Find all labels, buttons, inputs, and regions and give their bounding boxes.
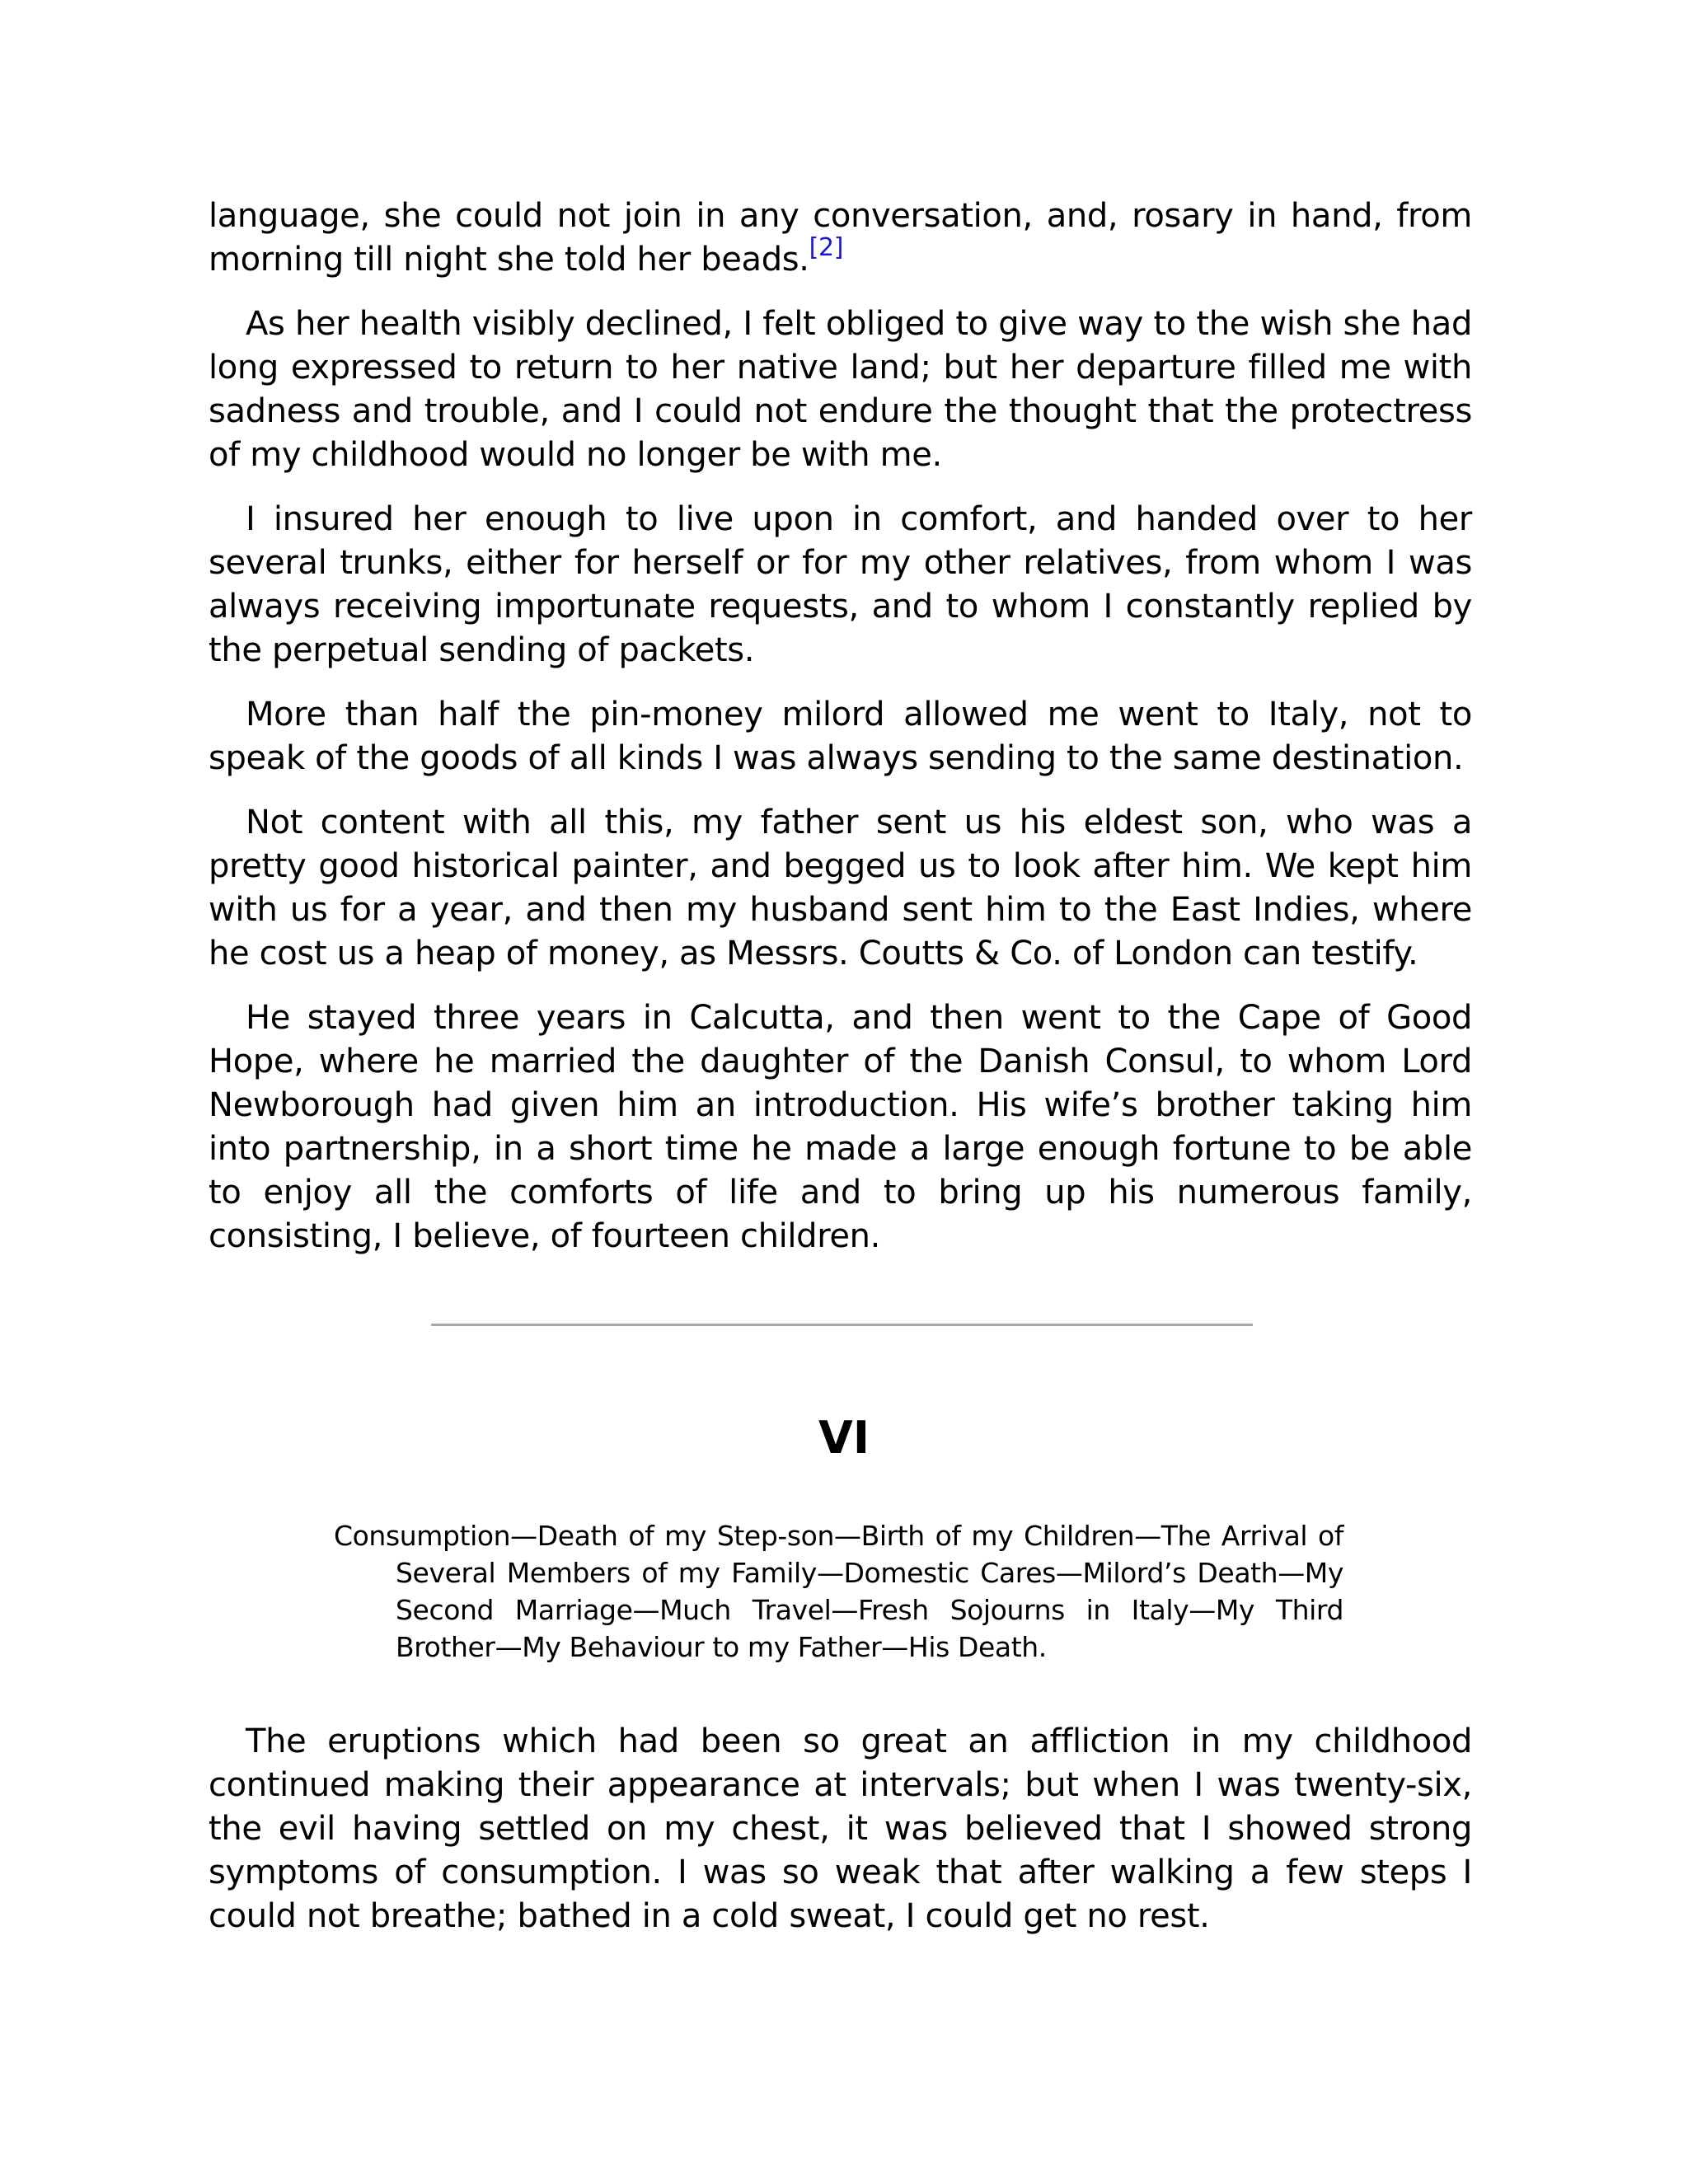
paragraph: More than half the pin-money milord allowed me went to Italy, not to speak of the goods of all kinds I was always sending to the same destination.: [209, 696, 1472, 777]
footnote-ref: [809, 233, 843, 262]
paragraph: As her health visibly declined, I felt obliged to give way to the wish she had long expressed to return to her native land; but her departure filled me with sadness and trouble, and I could not endure the thought that the protectress of my childhood would no longer be with me.: [209, 305, 1472, 474]
footnote-link[interactable]: [2]: [809, 233, 844, 262]
paragraph: The eruptions which had been so great an affliction in my childhood continued making their appearance at intervals; but when I was twenty-six, the evil having settled on my chest, it was believed that I showed strong symptoms of consumption. I was so weak that after walking a few steps I could not breathe; bathed in a cold sweat, I could get no rest.: [209, 1722, 1472, 1935]
chapter-title: VI: [818, 1412, 870, 1464]
section-divider: [431, 1324, 1253, 1326]
paragraph-text: language, she could not join in any conversation, and, rosary in hand, from morning till night she told her beads.: [209, 197, 1472, 279]
chapter-summary: Consumption—Death of my Step-son—Birth of my Children—The Arrival of Several Members of my Family—Domestic Cares—Milord’s Death—My Second Marriage—Much Travel—Fresh Sojourns in Italy—My Third Brother—My Behaviour to my Father—His Death.: [334, 1520, 1343, 1663]
text-block-top: [209, 194, 1472, 1279]
paragraph: I insured her enough to live upon in comfort, and handed over to her several trunks, either for herself or for my other relatives, from whom I was always receiving importunate requests, and to whom I constantly replied by the perpetual sending of packets.: [209, 500, 1472, 669]
paragraph: [209, 194, 1472, 282]
text-block-bottom: [209, 1720, 1472, 1959]
paragraph: He stayed three years in Calcutta, and then went to the Cape of Good Hope, where he married the daughter of the Danish Consul, to whom Lord Newborough had given him an introduction. His wife’s brother taking him into partnership, in a short time he made a large enough fortune to be able to enjoy all the comforts of life and to bring up his numerous family, consisting, I believe, of fourteen children.: [209, 999, 1472, 1255]
paragraph: Not content with all this, my father sent us his eldest son, who was a pretty good historical painter, and begged us to look after him. We kept him with us for a year, and then my husband sent him to the East Indies, where he cost us a heap of money, as Messrs. Coutts & Co. of London can testify.: [209, 804, 1472, 972]
